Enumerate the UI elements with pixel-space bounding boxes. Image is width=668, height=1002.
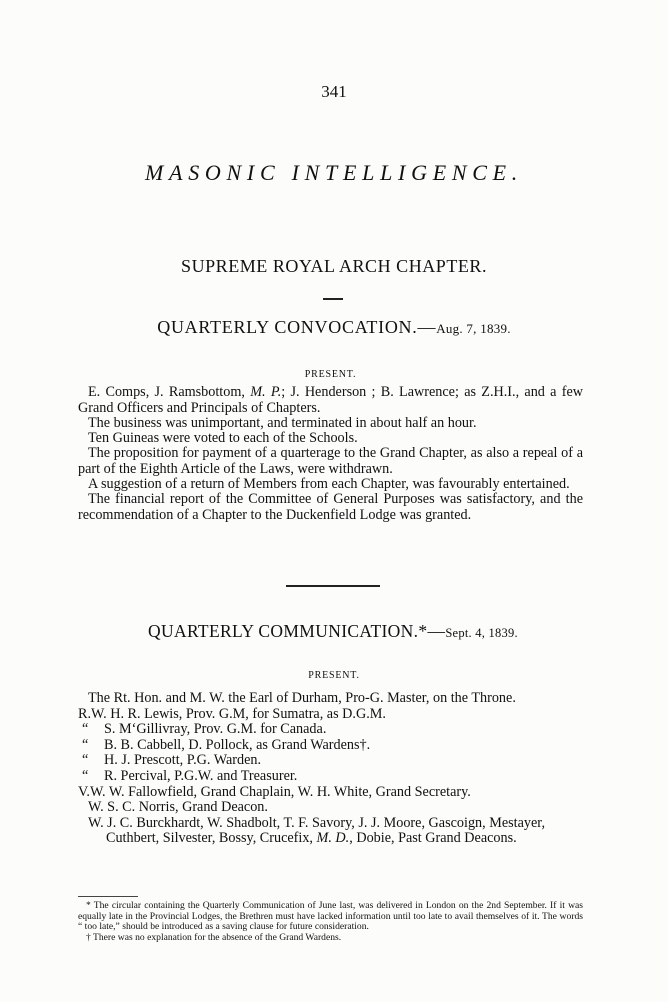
convocation-heading — [0, 317, 668, 338]
page-title: MASONIC INTELLIGENCE. — [144, 160, 524, 185]
footnotes — [78, 901, 583, 943]
convocation-body — [78, 367, 583, 523]
footnote: † There was no explanation for the absence of the Grand Wardens. — [86, 931, 342, 943]
attendance-line: V.W. W. Fallowfield, Grand Chaplain, W. H. White, Grand Secretary. — [78, 783, 471, 800]
attendance-line: W. J. C. Burckhardt, W. Shadbolt, T. F. Savory, J. J. Moore, Gascoign, Mestayer, Cuthbert, Silvester, Bossy, Crucefix, M. D., Dobie, Past Grand Deacons. — [88, 814, 545, 847]
convocation-heading-main: QUARTERLY CONVOCATION.— — [157, 317, 437, 337]
paragraph: A suggestion of a return of Members from each Chapter, was favourably entertained. — [88, 476, 570, 493]
attendance-line: “ R. Percival, P.G.W. and Treasurer. — [82, 767, 298, 784]
convocation-heading-date: Aug. 7, 1839. — [436, 321, 511, 336]
paragraph: The financial report of the Committee of General Purposes was satisfactory, and the recommendation of a Chapter to the Duckenfield Lodge was granted. — [78, 491, 583, 523]
attendance-line: “ H. J. Prescott, P.G. Warden. — [82, 752, 262, 769]
paragraph: The proposition for payment of a quarterage to the Grand Chapter, as also a repeal of a part of the Eighth Article of the Laws, were withdrawn. — [78, 445, 583, 477]
section-heading-royal-arch: SUPREME ROYAL ARCH CHAPTER. — [181, 256, 487, 276]
short-divider — [323, 298, 343, 300]
attendance-line: R.W. H. R. Lewis, Prov. G.M, for Sumatra, as D.G.M. — [78, 705, 386, 722]
page-number: 341 — [321, 82, 347, 101]
footnote-rule — [78, 896, 138, 897]
paragraph: E. Comps, J. Ramsbottom, M. P.; J. Henderson ; B. Lawrence; as Z.H.I., and a few Grand Officers and Principals of Chapters. — [78, 384, 583, 416]
section-divider — [286, 585, 380, 587]
communication-heading-main: QUARTERLY COMMUNICATION.*— — [148, 621, 446, 641]
footnote: * The circular containing the Quarterly Communication of June last, was delivered in London on the 2nd September. If it was equally late in the Provincial Lodges, the Brethren must have lacked information until too late to avail themselves of it. The words “ too late,” should be introduced as a saving clause for future consideration. — [78, 900, 583, 933]
attendance-line: W. S. C. Norris, Grand Deacon. — [88, 799, 268, 816]
present-label: PRESENT. — [304, 369, 357, 380]
paragraph: The business was unimportant, and terminated in about half an hour. — [88, 414, 477, 431]
attendance-line: “ B. B. Cabbell, D. Pollock, as Grand Wardens†. — [82, 736, 371, 753]
communication-heading-date: Sept. 4, 1839. — [445, 626, 518, 640]
attendance-line: The Rt. Hon. and M. W. the Earl of Durham, Pro-G. Master, on the Throne. — [88, 690, 516, 706]
communication-heading — [148, 621, 518, 642]
present-label-2: PRESENT. — [308, 670, 360, 681]
paragraph: Ten Guineas were voted to each of the Schools. — [88, 430, 358, 447]
communication-body — [78, 691, 583, 847]
attendance-line: “ S. M‘Gillivray, Prov. G.M. for Canada. — [82, 721, 327, 738]
